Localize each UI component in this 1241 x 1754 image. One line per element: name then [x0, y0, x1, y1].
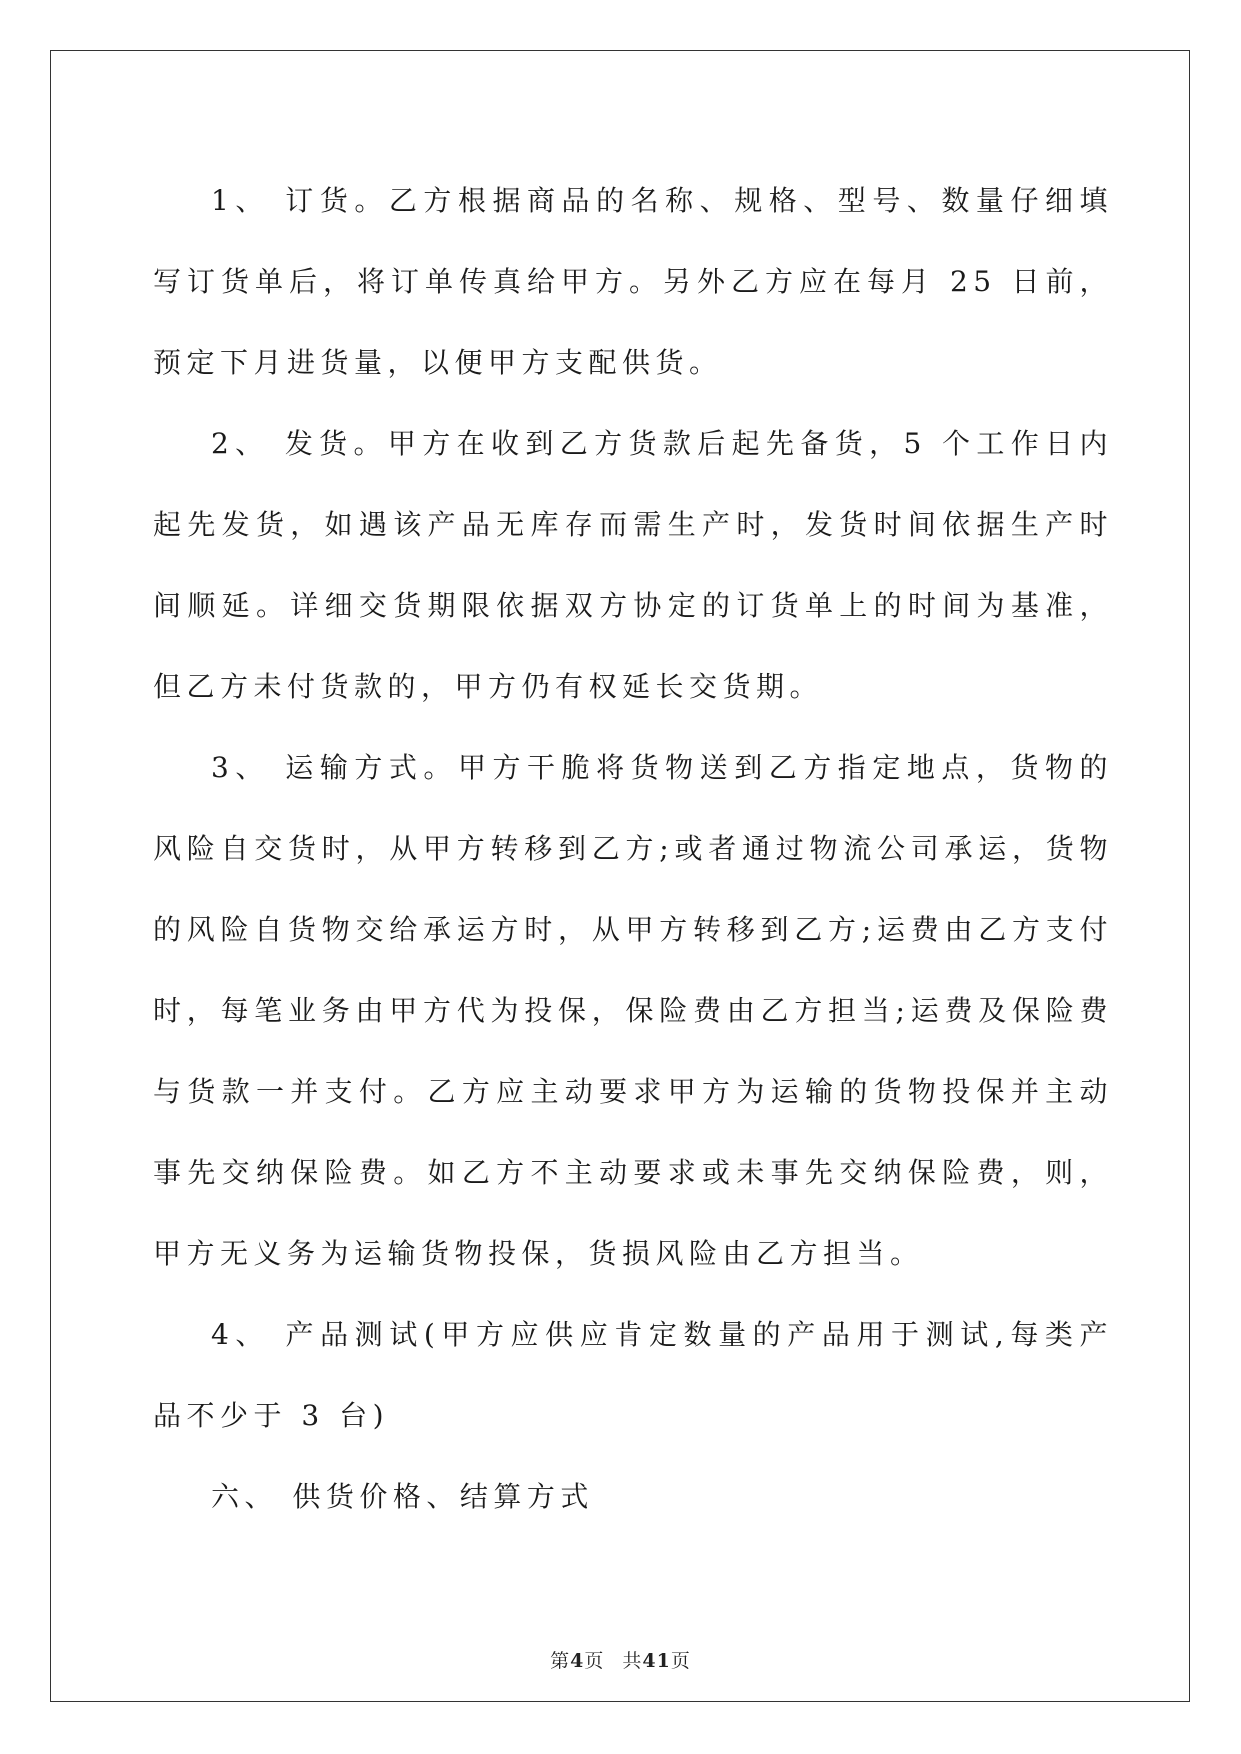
- section-heading-pricing: 六、 供货价格、结算方式: [211, 1480, 594, 1513]
- document-body: [153, 160, 1113, 1537]
- paragraph-shipping: 2、 发货。甲方在收到乙方货款后起先备货，5 个工作日内起先发货，如遇该产品无库存而需生产时，发货时间依据生产时间顺延。详细交货期限依据双方协定的订货单上的时间为基准，但乙方未付货款的，甲方仍有权延长交货期。: [153, 427, 1113, 703]
- page-footer: [0, 1646, 1241, 1673]
- paragraph-ordering: 1、 订货。乙方根据商品的名称、规格、型号、数量仔细填写订货单后，将订单传真给甲方。另外乙方应在每月 25 日前，预定下月进货量，以便甲方支配供货。: [153, 184, 1113, 379]
- footer-total-suffix: 页: [670, 1650, 691, 1672]
- footer-page-prefix: 第: [550, 1650, 571, 1672]
- paragraph-transport: 3、 运输方式。甲方干脆将货物送到乙方指定地点，货物的风险自交货时，从甲方转移到乙方;或者通过物流公司承运，货物的风险自货物交给承运方时，从甲方转移到乙方;运费由乙方支付时，每笔业务由甲方代为投保，保险费由乙方担当;运费及保险费与货款一并支付。乙方应主动要求甲方为运输的货物投保并主动事先交纳保险费。如乙方不主动要求或未事先交纳保险费，则，甲方无义务为运输货物投保，货损风险由乙方担当。: [153, 751, 1113, 1270]
- footer-page-number: 4: [570, 1650, 585, 1672]
- footer-total-pages: 41: [642, 1650, 671, 1672]
- footer-total-prefix: 共: [622, 1650, 643, 1672]
- footer-page-suffix: 页: [584, 1650, 605, 1672]
- paragraph-product-testing: 4、 产品测试(甲方应供应肯定数量的产品用于测试,每类产品不少于 3 台): [153, 1318, 1113, 1432]
